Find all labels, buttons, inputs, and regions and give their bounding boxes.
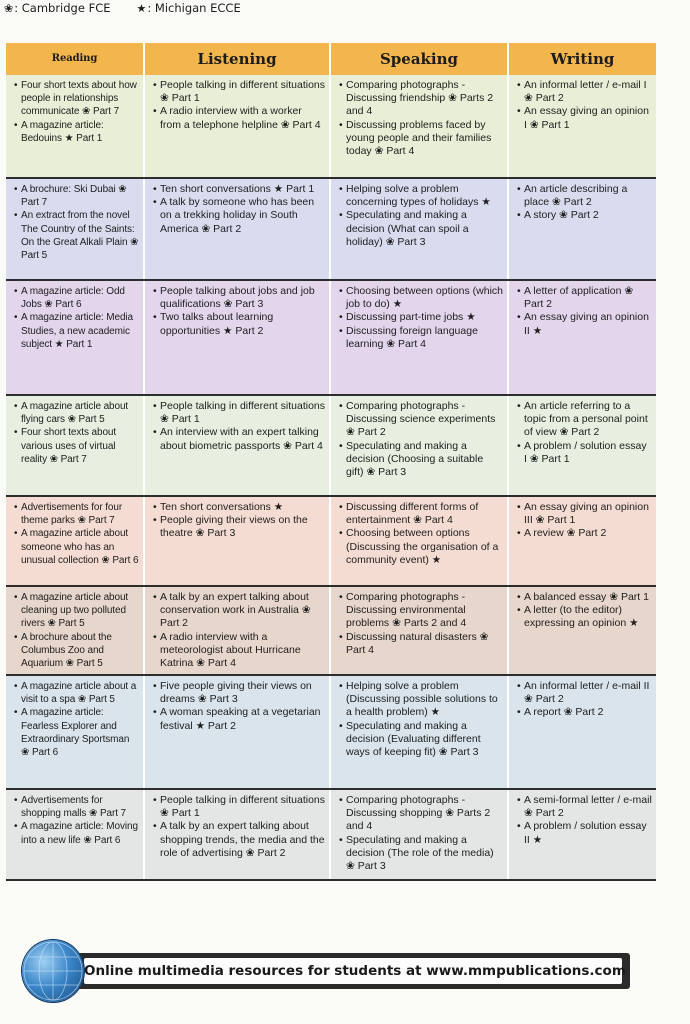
item-text: Advertisements for four theme parks ❀ Part 7 [21, 502, 123, 527]
bullet-icon: • [517, 105, 521, 118]
bullet-icon: • [517, 79, 521, 91]
header-listening: Listening [145, 43, 331, 75]
list-item [14, 311, 139, 351]
list-item [14, 285, 139, 311]
cell-writing [509, 587, 656, 674]
bullet-icon: • [339, 183, 343, 195]
cell-writing [509, 790, 656, 879]
cell-reading [6, 497, 145, 585]
bullet-icon: • [517, 820, 521, 833]
list-item [14, 209, 139, 262]
item-text: Choosing between options (which job to do) ★ [346, 285, 504, 311]
legend-item-michigan [137, 1, 241, 15]
table-row [6, 585, 656, 674]
exam-legend [0, 0, 241, 16]
bullet-icon: • [517, 527, 521, 540]
item-text: A magazine article: Bedouins ★ Part 1 [21, 119, 104, 144]
bullet-icon: • [14, 681, 18, 692]
list-item [517, 501, 652, 527]
item-text: A talk by an expert talking about conservation work in Australia ❀ Part 2 [160, 591, 311, 630]
item-text: Discussing foreign language learning ❀ Part 4 [346, 324, 478, 350]
table-body [6, 75, 656, 881]
list-item [153, 591, 325, 631]
list-item [339, 400, 503, 440]
cell-reading [6, 676, 145, 788]
list-item [153, 183, 325, 196]
bullet-icon: • [14, 502, 18, 513]
list-item [14, 680, 139, 706]
list-item [517, 285, 652, 311]
item-text: An extract from the novel The Country of the Saints: On the Great Alkali Plain ❀ Part 5 [21, 210, 139, 262]
header-writing: Writing [509, 43, 656, 75]
cell-writing [509, 676, 656, 788]
item-text: A problem / solution essay II ★ [524, 820, 647, 846]
list-item [517, 527, 652, 540]
item-text: People talking about jobs and job qualifications ❀ Part 3 [160, 285, 315, 311]
bullet-icon: • [153, 501, 157, 513]
item-text: A magazine article about flying cars ❀ Part 5 [21, 401, 129, 426]
cell-writing [509, 396, 656, 495]
list-item [14, 183, 139, 209]
bullet-icon: • [14, 821, 18, 833]
cell-speaking [331, 75, 509, 177]
cell-listening [145, 396, 331, 495]
list-item [517, 105, 652, 131]
list-item [517, 680, 652, 706]
item-text: A story ❀ Part 2 [524, 209, 599, 222]
cell-reading [6, 790, 145, 879]
item-text: Comparing photographs - Discussing shopping ❀ Parts 2 and 4 [346, 794, 491, 833]
bullet-icon: • [339, 527, 343, 540]
item-text: A brochure: Ski Dubai ❀ Part 7 [21, 184, 127, 209]
bullet-icon: • [517, 209, 521, 222]
table-row [6, 279, 656, 394]
cell-speaking [331, 281, 509, 394]
table-row [6, 177, 656, 279]
item-text: Helping solve a problem (Discussing possible solutions to a health problem) ★ [346, 680, 498, 719]
bullet-icon: • [339, 680, 343, 692]
list-item [153, 285, 325, 311]
item-text: Speculating and making a decision (The role of the media) ❀ Part 3 [346, 833, 494, 873]
list-item [153, 501, 325, 514]
bullet-icon: • [14, 80, 18, 91]
item-text: Five people giving their views on dreams ❀ Part 3 [160, 680, 312, 706]
item-text: Comparing photographs - Discussing friendship ❀ Parts 2 and 4 [346, 79, 494, 118]
cell-writing [509, 75, 656, 177]
legend-item-cambridge [4, 1, 111, 15]
list-item [339, 834, 503, 874]
bullet-icon: • [153, 311, 157, 324]
item-text: An essay giving an opinion I ❀ Part 1 [524, 105, 649, 131]
list-item [339, 325, 503, 351]
bullet-icon: • [517, 439, 521, 452]
header-reading: Reading [6, 43, 145, 75]
item-text: Four short texts about various uses of virtual reality ❀ Part 7 [21, 427, 117, 465]
bullet-icon: • [14, 312, 18, 324]
item-text: A magazine article about cleaning up two polluted rivers ❀ Part 5 [21, 592, 129, 630]
bullet-icon: • [153, 426, 157, 439]
list-item [14, 527, 139, 567]
bullet-icon: • [153, 591, 157, 603]
bullet-icon: • [153, 820, 157, 833]
item-text: An essay giving an opinion III ❀ Part 1 [524, 501, 649, 527]
bullet-icon: • [517, 285, 521, 297]
list-item [339, 209, 503, 249]
cell-listening [145, 497, 331, 585]
legend-label: : Michigan ECCE [147, 1, 241, 15]
bullet-icon: • [153, 514, 157, 527]
list-item [14, 631, 139, 671]
list-item [14, 820, 139, 846]
bullet-icon: • [14, 631, 18, 643]
list-item [153, 680, 325, 706]
item-text: An article referring to a topic from a personal point of view ❀ Part 2 [524, 400, 648, 439]
item-text: Discussing part-time jobs ★ [346, 311, 476, 324]
bullet-icon: • [339, 400, 343, 412]
item-text: A report ❀ Part 2 [524, 706, 604, 719]
item-text: A talk by someone who has been on a trekking holiday in South America ❀ Part 2 [160, 196, 315, 235]
bullet-icon: • [153, 79, 157, 91]
list-item [517, 79, 652, 105]
item-text: Two talks about learning opportunities ★ Part 2 [160, 311, 274, 337]
list-item [153, 820, 325, 860]
item-text: People talking in different situations ❀ Part 1 [160, 79, 325, 105]
list-item [517, 794, 652, 820]
list-item [339, 591, 503, 631]
bullet-icon: • [14, 401, 18, 412]
item-text: Discussing natural disasters ❀ Part 4 [346, 630, 489, 656]
table-row [6, 75, 656, 177]
item-text: Comparing photographs - Discussing science experiments ❀ Part 2 [346, 400, 496, 439]
flower-icon: ❀ [4, 2, 14, 15]
table-row [6, 674, 656, 788]
item-text: Speculating and making a decision (What can spoil a holiday) ❀ Part 3 [346, 209, 469, 248]
cell-speaking [331, 179, 509, 279]
bullet-icon: • [517, 183, 521, 195]
bullet-icon: • [153, 400, 157, 412]
list-item [153, 196, 325, 236]
list-item [517, 820, 652, 846]
bullet-icon: • [339, 719, 343, 732]
table-row [6, 394, 656, 495]
list-item [14, 426, 139, 466]
bullet-icon: • [153, 105, 157, 118]
item-text: Comparing photographs - Discussing environmental problems ❀ Parts 2 and 4 [346, 591, 467, 630]
skills-table [6, 43, 656, 881]
cell-speaking [331, 587, 509, 674]
list-item [339, 631, 503, 657]
list-item [339, 311, 503, 324]
item-text: People giving their views on the theatre ❀ Part 3 [160, 514, 308, 540]
item-text: An informal letter / e-mail II ❀ Part 2 [524, 680, 650, 706]
bullet-icon: • [153, 794, 157, 806]
list-item [153, 311, 325, 337]
bullet-icon: • [14, 210, 18, 222]
cell-reading [6, 179, 145, 279]
bullet-icon: • [517, 706, 521, 719]
bullet-icon: • [14, 707, 18, 719]
bullet-icon: • [339, 833, 343, 846]
cell-writing [509, 281, 656, 394]
bullet-icon: • [14, 592, 18, 603]
list-item [517, 311, 652, 337]
table-header [6, 43, 656, 75]
legend-label: : Cambridge FCE [14, 1, 111, 15]
item-text: A brochure about the Columbus Zoo and Aquarium ❀ Part 5 [21, 631, 112, 670]
bullet-icon: • [339, 285, 343, 297]
list-item [517, 183, 652, 209]
bullet-icon: • [517, 794, 521, 806]
table-row [6, 495, 656, 585]
bullet-icon: • [14, 427, 18, 439]
cell-listening [145, 587, 331, 674]
item-text: A magazine article: Fearless Explorer and Extraordinary Sportsman ❀ Part 6 [21, 707, 130, 759]
item-text: An essay giving an opinion II ★ [524, 311, 649, 337]
item-text: People talking in different situations ❀ Part 1 [160, 400, 325, 426]
item-text: Helping solve a problem concerning types of holidays ★ [346, 183, 491, 209]
header-speaking: Speaking [331, 43, 509, 75]
list-item [339, 527, 503, 567]
list-item [14, 400, 139, 426]
item-text: Choosing between options (Discussing the organisation of a community event) ★ [346, 527, 499, 566]
item-text: A magazine article about someone who has an unusual collection ❀ Part 6 [21, 528, 139, 566]
list-item [517, 706, 652, 719]
cell-reading [6, 75, 145, 177]
bullet-icon: • [339, 324, 343, 337]
item-text: Four short texts about how people in relationships communicate ❀ Part 7 [21, 80, 137, 118]
item-text: Ten short conversations ★ [160, 501, 284, 513]
globe-icon [22, 940, 84, 1002]
bullet-icon: • [339, 79, 343, 91]
list-item [153, 426, 325, 452]
list-item [339, 285, 503, 311]
banner-frame [64, 953, 630, 989]
bullet-icon: • [517, 604, 521, 617]
item-text: A radio interview with a meteorologist about Hurricane Katrina ❀ Part 4 [160, 630, 301, 670]
list-item [14, 501, 139, 527]
item-text: An article describing a place ❀ Part 2 [524, 183, 628, 209]
item-text: Speculating and making a decision (Evaluating different ways of keeping fit) ❀ Part 3 [346, 719, 481, 759]
cell-writing [509, 497, 656, 585]
bullet-icon: • [339, 118, 343, 131]
bullet-icon: • [339, 439, 343, 452]
cell-reading [6, 587, 145, 674]
cell-listening [145, 676, 331, 788]
bullet-icon: • [339, 209, 343, 222]
list-item [153, 514, 325, 540]
list-item [14, 794, 139, 820]
bullet-icon: • [339, 794, 343, 806]
bullet-icon: • [517, 311, 521, 324]
item-text: An informal letter / e-mail I ❀ Part 2 [524, 79, 647, 105]
list-item [339, 183, 503, 209]
list-item [517, 440, 652, 466]
list-item [517, 209, 652, 222]
item-text: A balanced essay ❀ Part 1 [524, 591, 649, 603]
cell-speaking [331, 497, 509, 585]
bullet-icon: • [339, 591, 343, 603]
list-item [517, 604, 652, 630]
list-item [153, 105, 325, 131]
cell-writing [509, 179, 656, 279]
bullet-icon: • [517, 591, 521, 603]
cell-reading [6, 281, 145, 394]
bullet-icon: • [339, 311, 343, 324]
list-item [339, 501, 503, 527]
list-item [14, 706, 139, 759]
bullet-icon: • [14, 119, 18, 131]
bullet-icon: • [14, 286, 18, 297]
list-item [153, 631, 325, 671]
cell-listening [145, 790, 331, 879]
item-text: Advertisements for shopping malls ❀ Part 7 [21, 795, 127, 820]
cell-reading [6, 396, 145, 495]
bullet-icon: • [153, 285, 157, 297]
list-item [339, 680, 503, 720]
bullet-icon: • [339, 630, 343, 643]
list-item [339, 720, 503, 760]
bullet-icon: • [14, 184, 18, 195]
footer-banner [22, 940, 632, 1004]
cell-listening [145, 179, 331, 279]
item-text: Ten short conversations ★ Part 1 [160, 183, 315, 195]
cell-listening [145, 281, 331, 394]
table-row [6, 788, 656, 881]
bullet-icon: • [153, 680, 157, 692]
list-item [517, 591, 652, 604]
item-text: A semi-formal letter / e-mail ❀ Part 2 [524, 794, 652, 820]
list-item [14, 119, 139, 145]
item-text: A woman speaking at a vegetarian festival ★ Part 2 [160, 706, 321, 732]
item-text: A magazine article: Media Studies, a new academic subject ★ Part 1 [21, 312, 134, 350]
item-text: A letter of application ❀ Part 2 [524, 285, 634, 311]
bullet-icon: • [339, 501, 343, 513]
list-item [339, 79, 503, 119]
list-item [153, 706, 325, 732]
bullet-icon: • [153, 630, 157, 643]
list-item [339, 794, 503, 834]
list-item [517, 400, 652, 440]
item-text: A letter (to the editor) expressing an opinion ★ [524, 604, 639, 630]
bullet-icon: • [153, 183, 157, 195]
list-item [14, 79, 139, 119]
item-text: A magazine article: Moving into a new life ❀ Part 6 [21, 821, 138, 846]
bullet-icon: • [153, 706, 157, 719]
banner-text: Online multimedia resources for students at www.mmpublications.com [84, 958, 622, 984]
list-item [339, 119, 503, 159]
bullet-icon: • [14, 528, 18, 540]
cell-speaking [331, 396, 509, 495]
item-text: People talking in different situations ❀ Part 1 [160, 794, 325, 820]
bullet-icon: • [517, 400, 521, 412]
list-item [153, 79, 325, 105]
star-icon: ★ [136, 2, 147, 15]
bullet-icon: • [153, 196, 157, 209]
list-item [339, 440, 503, 480]
item-text: A review ❀ Part 2 [524, 527, 607, 540]
item-text: An interview with an expert talking about biometric passports ❀ Part 4 [160, 426, 323, 452]
item-text: A magazine article about a visit to a spa ❀ Part 5 [21, 681, 137, 706]
list-item [153, 400, 325, 426]
item-text: Discussing different forms of entertainment ❀ Part 4 [346, 501, 479, 527]
item-text: A talk by an expert talking about shopping trends, the media and the role of advertising ❀ Part 2 [160, 820, 325, 859]
bullet-icon: • [517, 501, 521, 513]
cell-speaking [331, 790, 509, 879]
bullet-icon: • [517, 680, 521, 692]
item-text: Speculating and making a decision (Choosing a suitable gift) ❀ Part 3 [346, 439, 484, 479]
list-item [14, 591, 139, 631]
item-text: A radio interview with a worker from a telephone helpline ❀ Part 4 [160, 105, 321, 131]
bullet-icon: • [14, 795, 18, 806]
cell-listening [145, 75, 331, 177]
list-item [153, 794, 325, 820]
item-text: Discussing problems faced by young people and their families today ❀ Part 4 [346, 118, 492, 158]
item-text: A problem / solution essay I ❀ Part 1 [524, 439, 647, 465]
item-text: A magazine article: Odd Jobs ❀ Part 6 [21, 286, 125, 311]
cell-speaking [331, 676, 509, 788]
